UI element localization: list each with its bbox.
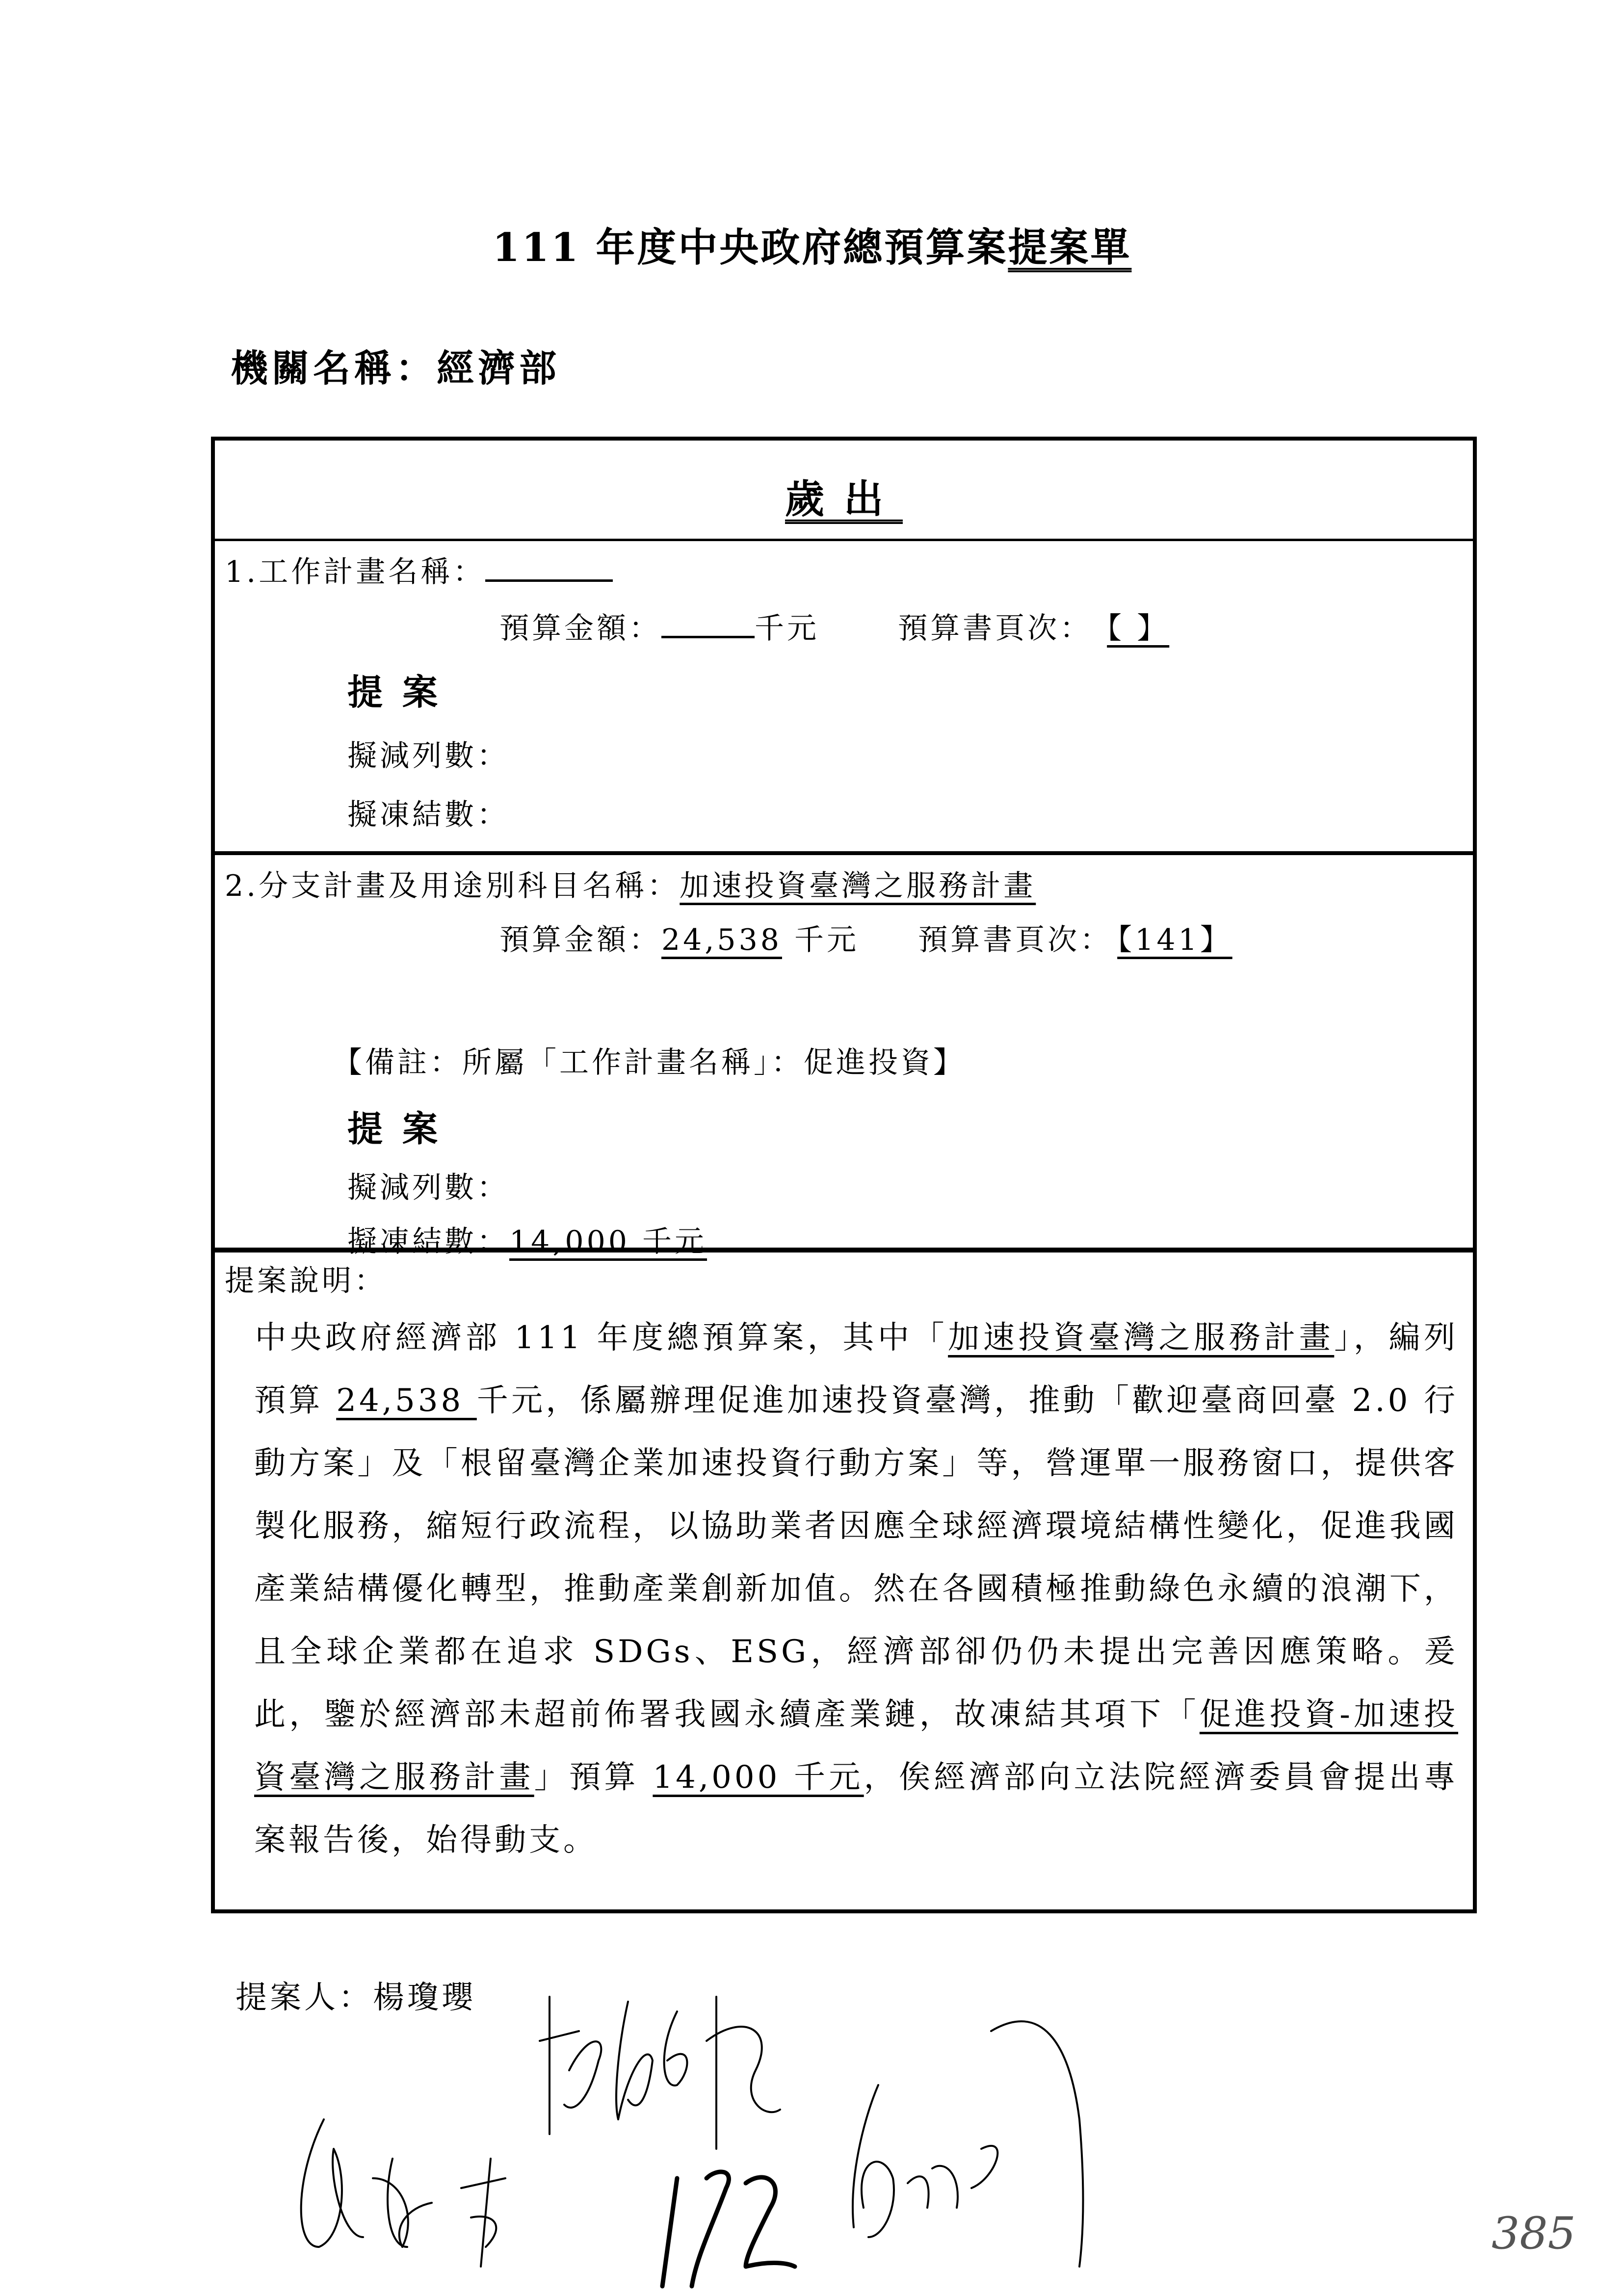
explanation-underlined-frozen-amount: 14,000 千元 — [653, 1759, 864, 1796]
explanation-underlined-budget: 24,538 — [336, 1383, 477, 1419]
document-title — [0, 216, 1624, 272]
handwritten-signatures — [275, 1972, 1403, 2296]
agency-value: 經濟部 — [437, 346, 560, 390]
item1-row — [215, 541, 1473, 855]
item2-page-label: 預算書頁次： — [918, 923, 1113, 957]
item1-reduce-label: 擬減列數： — [347, 739, 509, 773]
item2-budget-line — [499, 916, 1242, 959]
item2-freeze-value: 14,000 千元 — [509, 1225, 707, 1259]
item1-page-label: 預算書頁次： — [898, 611, 1093, 646]
explanation-row — [215, 1252, 1473, 1909]
explanation-text-4: 」預算 — [534, 1759, 653, 1796]
handwritten-page-number: 385 — [1492, 2208, 1576, 2259]
item1-freeze-label: 擬凍結數： — [347, 798, 509, 832]
item1-budget-line — [499, 605, 1184, 647]
section-header-row — [215, 441, 1473, 541]
handwritten-number-text — [697, 2168, 837, 2254]
item2-budget-unit: 千元 — [794, 923, 860, 957]
section-title: 歲出 — [785, 476, 903, 522]
item1-budget-field — [661, 611, 755, 638]
item1-name-field — [485, 555, 613, 582]
item2-note: 【備註：所屬「工作計畫名稱」：促進投資】 — [333, 1045, 966, 1080]
agency-line — [231, 339, 560, 392]
agency-label: 機關名稱： — [231, 346, 437, 390]
item2-proposal-heading: 提案 — [347, 1108, 458, 1149]
explanation-text-1: 中央政府經濟部 111 年度總預算案，其中「 — [254, 1320, 948, 1356]
item1-name-line — [225, 548, 613, 591]
item2-name-label: 2.分支計畫及用途別科目名稱： — [225, 869, 680, 903]
item1-proposal-heading: 提案 — [347, 671, 458, 713]
explanation-underlined-plan: 加速投資臺灣之服務計畫 — [948, 1320, 1335, 1356]
proposer-name: 楊瓊瓔 — [373, 1980, 476, 2016]
item2-freeze-label: 擬凍結數： — [347, 1225, 509, 1259]
item1-name-label: 1.工作計畫名稱： — [225, 555, 486, 589]
item2-row — [215, 855, 1473, 1259]
explanation-text-2: 」，編列預算 — [254, 1320, 1459, 1419]
item2-page-value: 【141】 — [1117, 923, 1232, 957]
item2-budget-value: 24,538 — [661, 923, 782, 957]
item2-budget-label: 預算金額： — [499, 923, 661, 957]
item1-freeze-line — [347, 791, 509, 834]
item1-reduce-line — [347, 732, 509, 775]
item2-name-value: 加速投資臺灣之服務計畫 — [680, 869, 1036, 903]
explanation-text-5: ，俟經濟部向立法院經濟委員會提出專案報告後，始得動支。 — [254, 1759, 1459, 1858]
proposal-table — [211, 437, 1477, 1913]
title-underlined: 提案單 — [1008, 224, 1132, 270]
item1-budget-unit: 千元 — [755, 611, 819, 646]
explanation-label: 提案說明： — [225, 1264, 387, 1298]
signature-3 — [853, 2021, 1083, 2267]
title-prefix: 111 年度中央政府總預算案 — [492, 224, 1008, 270]
explanation-underlined-frozen-plan: 促進投資-加速投資臺灣之服務計畫 — [254, 1696, 1459, 1796]
signature-1 — [540, 1997, 780, 2149]
explanation-text-3: 千元，係屬辦理促進加速投資臺灣，推動「歡迎臺商回臺 2.0 行動方案」及「根留臺灣企業加速投資行動方案」等，營運單一服務窗口，提供客製化服務，縮短行政流程，以協助業者因應全球經濟環境結構性變化，促進我國產業結構優化轉型，推動產業創新加值。然在各國積極推動綠色永續的浪潮下，且全球企業都在追求 SDGs、ESG，經濟部卻仍仍未提出完善因應策略。爰此，鑒於經濟部未超前佈署我國永續產業鏈，故凍結其項下「 — [254, 1383, 1459, 1733]
item2-name-line — [225, 862, 1036, 905]
proposer-label: 提案人： — [236, 1980, 373, 2016]
item1-page-field: 【 】 — [1107, 611, 1170, 646]
signature-2 — [301, 2119, 505, 2267]
item1-budget-label: 預算金額： — [499, 611, 661, 646]
explanation-paragraph — [254, 1306, 1458, 1872]
item2-reduce-label: 擬減列數： — [347, 1171, 509, 1205]
item2-reduce-line — [347, 1164, 509, 1206]
